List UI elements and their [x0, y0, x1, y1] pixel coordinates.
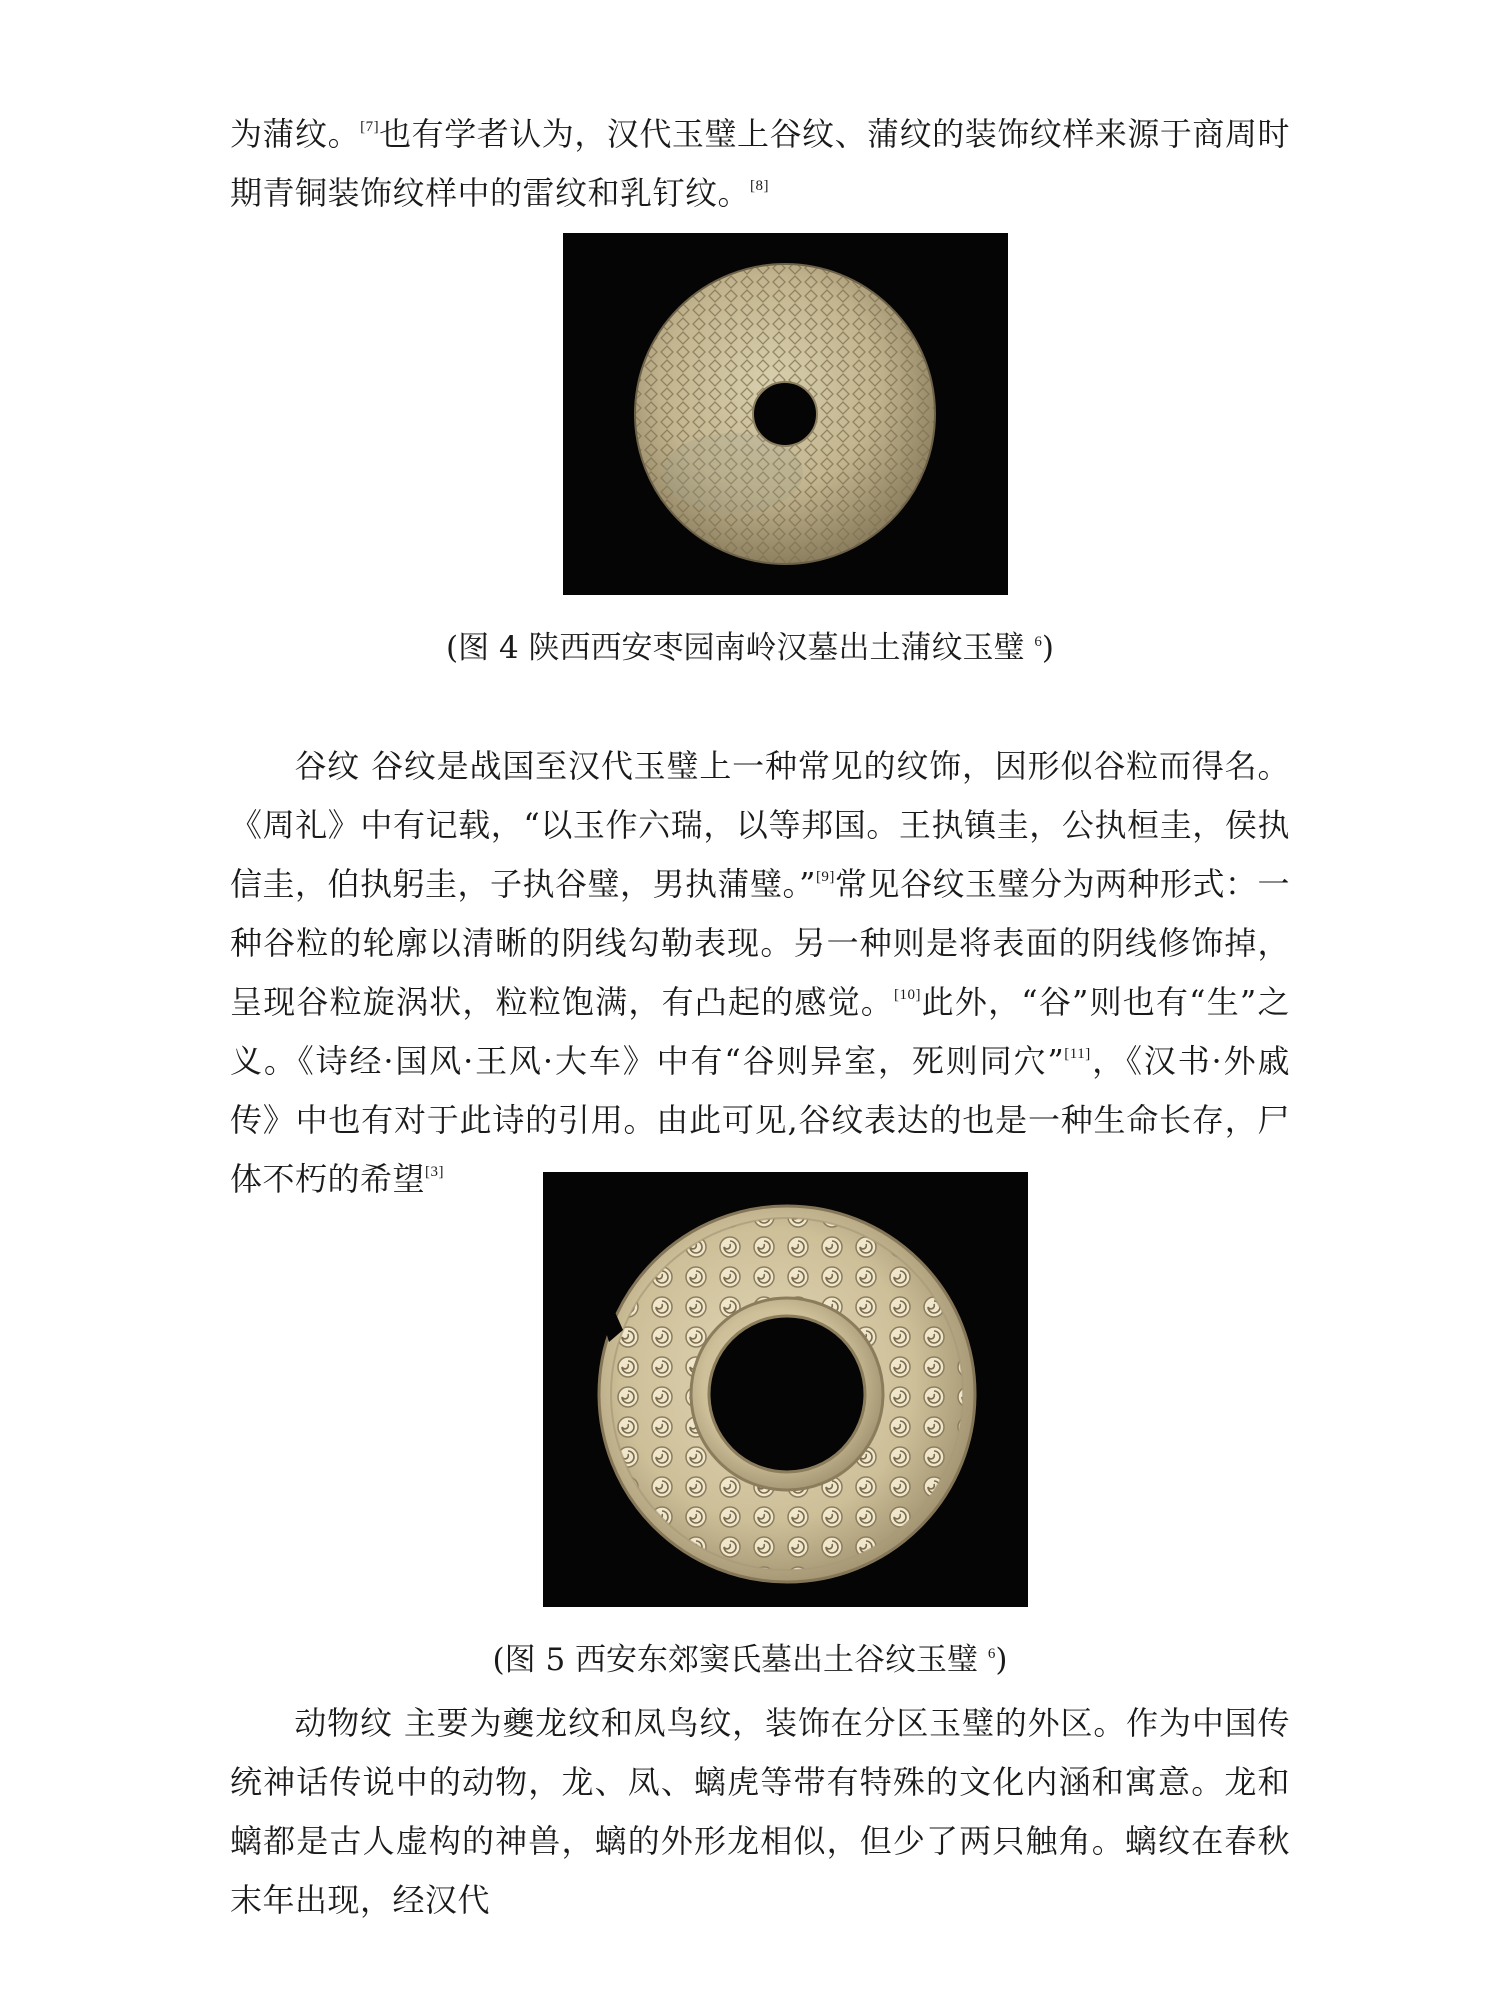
paragraph-text: ，《汉书·外戚传》中也有对于此诗的引用。由此可见,谷纹表达的也是一种生命长存，尸体不朽的希望 [230, 1042, 1290, 1198]
figure-4-caption: (图 4 陕西西安枣园南岭汉墓出土蒲纹玉璧 $^6$) [446, 630, 1054, 666]
figure-4-photo [563, 233, 1008, 595]
paragraph-intro [230, 105, 1290, 223]
citation-ref: [7] [360, 119, 380, 135]
paragraph-text: 谷纹 谷纹是战国至汉代玉璧上一种常见的纹饰，因形似谷粒而得名。《周礼》中有记载，“以玉作六瑞，以等邦国。王执镇圭，公执桓圭，侯执信圭，伯执躬圭，子执谷璧，男执蒲璧。” [230, 747, 1290, 903]
figure-5-photo [543, 1172, 1028, 1607]
paragraph-text: 也有学者认为，汉代玉璧上谷纹、蒲纹的装饰纹样来源于商周时期青铜装饰纹样中的雷纹和乳钉纹。 [230, 115, 1290, 212]
paragraph-text: 此外，“谷”则也有“生”之义。《诗经·国风·王风·大车》中有“谷则异室，死则同穴” [230, 983, 1290, 1080]
figure-5-caption: (图 5 西安东郊窦氏墓出土谷纹玉璧 $^6$) [492, 1642, 1008, 1678]
citation-ref: [3] [425, 1164, 445, 1180]
paragraph-text: 为蒲纹。 [230, 115, 361, 153]
citation-ref: [10] [893, 987, 921, 1003]
paragraph-text: 常见谷纹玉璧分为两种形式：一种谷粒的轮廓以清晰的阴线勾勒表现。另一种则是将表面的阴线修饰掉，呈现谷粒旋涡状，粒粒饱满，有凸起的感觉。 [230, 865, 1290, 1021]
gu-pattern-jade-bi-image [543, 1172, 1028, 1607]
citation-ref: 6 [987, 1646, 996, 1662]
citation-ref: [9] [815, 869, 835, 885]
paragraph-animal-pattern [230, 1694, 1290, 1930]
paragraph-gu-pattern [230, 737, 1290, 1209]
pu-pattern-jade-bi-image [563, 233, 1008, 595]
citation-ref: [11] [1064, 1046, 1091, 1062]
citation-ref: 6 [1034, 634, 1042, 650]
paragraph-text: 动物纹 主要为夔龙纹和凤鸟纹，装饰在分区玉璧的外区。作为中国传统神话传说中的动物，龙、凤、螭虎等带有特殊的文化内涵和寓意。龙和螭都是古人虚构的神兽，螭的外形龙相似，但少了两只触角。螭纹在春秋末年出现，经汉代 [230, 1704, 1290, 1919]
citation-ref: [8] [750, 178, 770, 194]
